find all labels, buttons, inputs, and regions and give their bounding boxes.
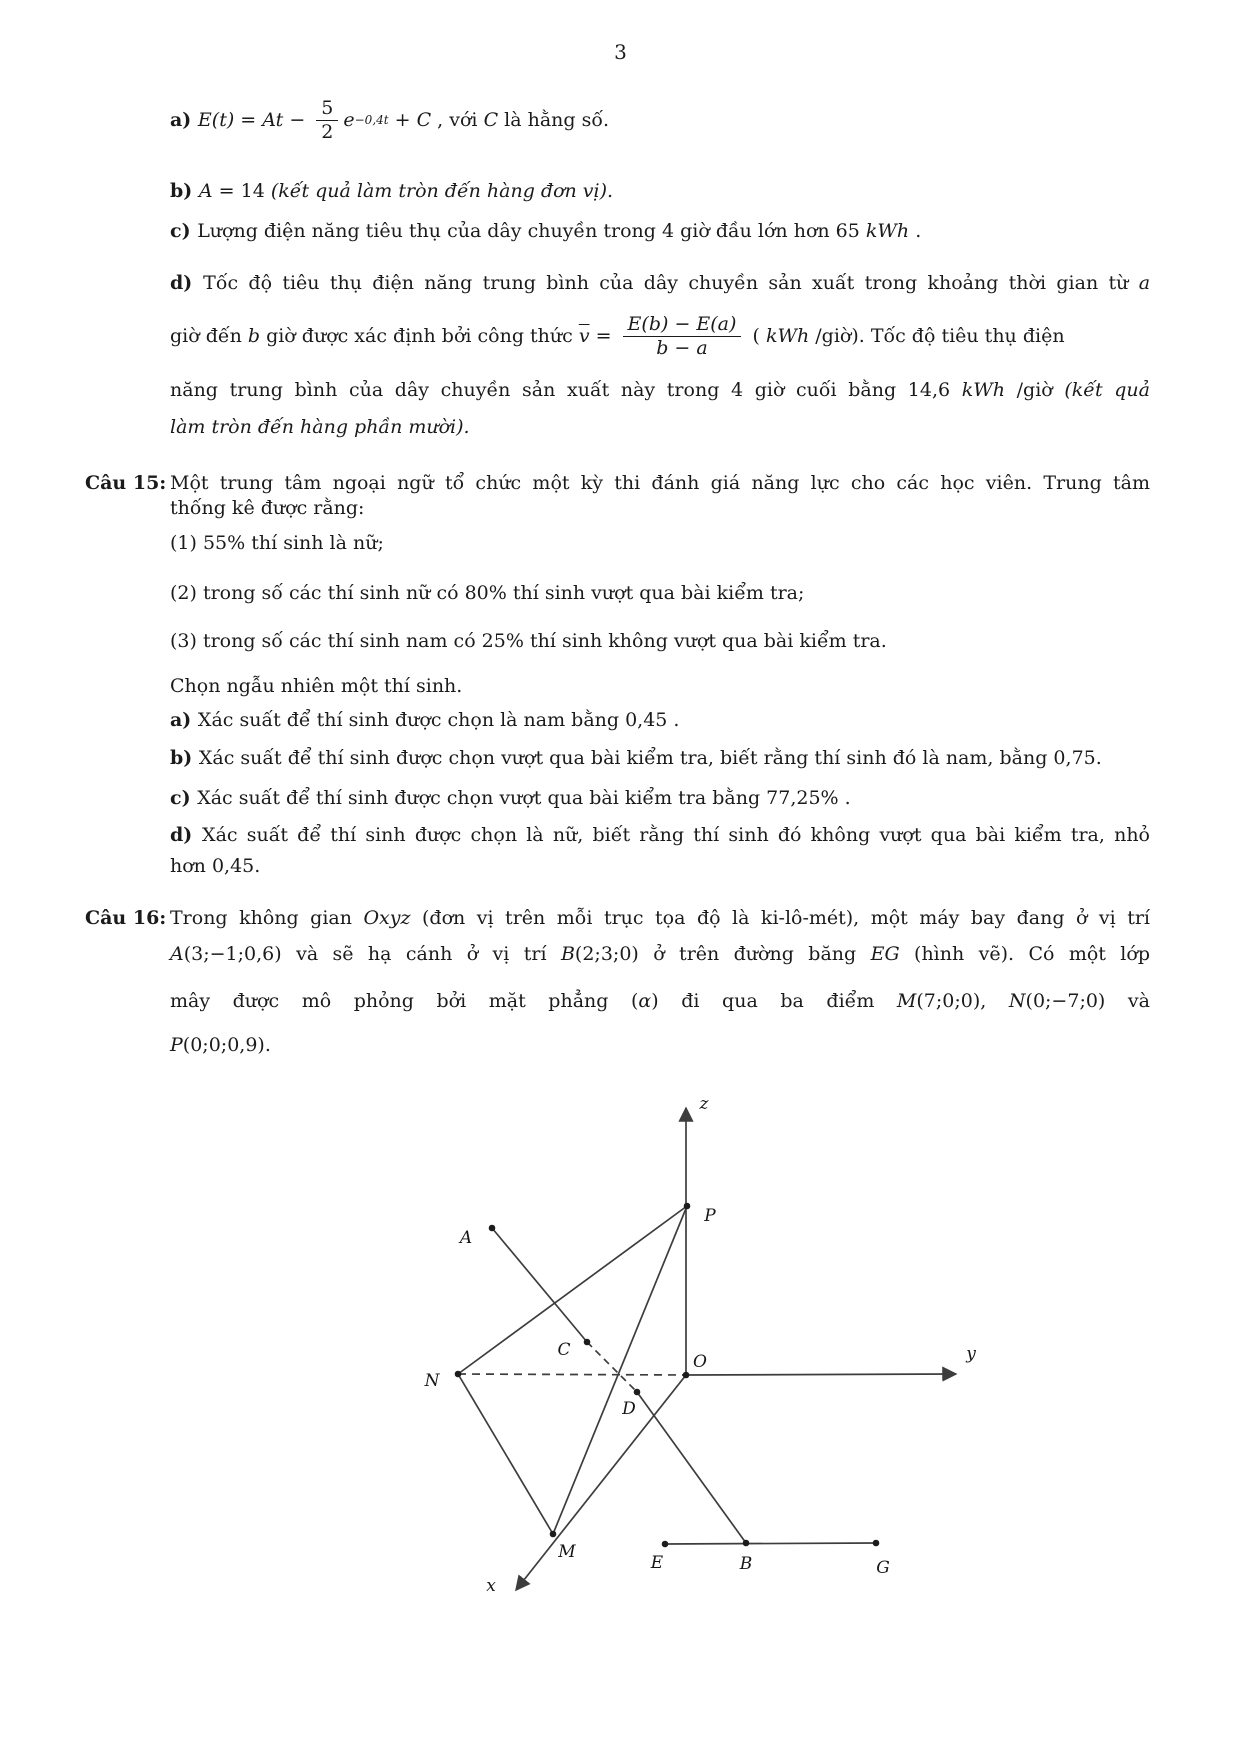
point-B-label: B [739,1554,753,1574]
point-C-dot [584,1339,591,1346]
q14-a-e: e [343,109,355,131]
q15-intro2: thống kê được rằng: [170,497,365,519]
q14-c-text1: Lượng điện năng tiêu thụ của dây chuyền trong 4 giờ đầu lớn hơn 65 [197,220,866,242]
q14-d-note-end: làm tròn đến hàng phần mười). [170,416,470,438]
point-E-dot [662,1541,669,1548]
q15-item3: (3) trong số các thí sinh nam có 25% thí sinh không vượt qua bài kiểm tra. [170,630,887,652]
point-M-dot [550,1531,557,1538]
q16-text9: và [1105,990,1150,1012]
point-C-label: C [557,1340,571,1360]
q14-d-label: d) [170,272,204,294]
point-A-dot [489,1225,496,1232]
figure-3d-diagram [400,1080,1000,1610]
q14-d-unit2: kWh [961,379,1005,401]
q14-a-exponent: −0,4t [354,113,389,127]
q15-stat-3 [170,628,1150,654]
q16-label: Câu 16: [85,907,167,929]
q15-item-d-line2 [170,853,1150,879]
point-O-dot [683,1372,690,1379]
q14-a-label: a) [170,109,198,131]
point-D-label: D [622,1399,636,1419]
q14-item-d-line3 [170,377,1150,403]
q15-d-text2: hơn 0,45. [170,855,261,877]
q14-a-math2: + C [388,109,432,131]
q14-d-text5: /giờ). Tốc độ tiêu thụ điện [809,325,1065,347]
q15-intro-line1 [85,470,1150,496]
q14-d-equals: = [589,325,618,347]
q14-b-var-A: A [198,180,213,202]
q14-d-note-start: (kết quả [1064,379,1150,401]
q14-d-unit1: kWh [765,325,810,347]
q16-var-EG: EG [870,943,900,965]
y-axis-line [686,1374,956,1375]
q15-item-d-line1 [170,822,1150,848]
point-O-label: O [693,1352,707,1372]
q15-item-a-line [170,707,1150,733]
q14-d-var-a: a [1138,272,1151,294]
q15-a-label: a) [170,709,198,731]
line-A-C-flightpath [492,1228,587,1342]
q14-a-text1: , với [431,109,484,131]
q16-text6: mây được mô phỏng bởi mặt phẳng ( [170,990,639,1012]
q16-line3 [170,988,1150,1014]
q15-chon-line [170,673,1150,699]
q15-d-label: d) [170,824,203,846]
point-D-dot [634,1389,641,1396]
line-C-D-dashed [587,1342,637,1392]
q14-item-b-line [170,178,1150,204]
point-B-dot [743,1540,750,1547]
line-N-M [458,1374,553,1534]
q14-item-d-line4 [170,414,1150,440]
q14-b-note: (kết quả làm tròn đến hàng đơn vị). [270,180,614,202]
q15-intro-line2 [170,495,1150,521]
y-axis-label: y [966,1344,976,1364]
point-G-label: G [876,1558,890,1578]
q14-item-c-line [170,218,1150,244]
point-A-label: A [459,1228,473,1248]
q15-b-label: b) [170,747,199,769]
figure-labels [424,1094,977,1596]
fraction-denominator: 2 [321,120,334,143]
q15-item1: (1) 55% thí sinh là nữ; [170,532,384,554]
page-number: 3 [614,40,627,64]
point-N-label: N [424,1371,440,1391]
q15-b-text: Xác suất để thí sinh được chọn vượt qua bài kiểm tra, biết rằng thí sinh đó là nam, bằng 0,75. [198,747,1102,769]
q16-text5: (hình vẽ). Có một lớp [899,943,1150,965]
q14-d-text6: năng trung bình của dây chuyền sản xuất này trong 4 giờ cuối bằng 14,6 [170,379,962,401]
q16-line4 [170,1032,1150,1058]
fraction-velocity [623,314,742,359]
q14-d-vbar: $\overline{v}$ [578,325,590,347]
q16-var-alpha: α [638,990,652,1012]
q14-d-text2: giờ đến [170,325,248,347]
q16-coords-N: (0;−7;0) [1025,990,1106,1012]
point-G-dot [873,1540,880,1547]
fraction-5-2 [316,98,338,143]
q14-d-text1: Tốc độ tiêu thụ điện năng trung bình của dây chuyền sản xuất trong khoảng thời gian từ [203,272,1139,294]
q15-stat-2 [170,580,1150,606]
q16-text3: và sẽ hạ cánh ở vị trí [281,943,561,965]
fraction-numerator: 5 [316,98,338,121]
q16-var-P: P [170,1034,183,1056]
q16-text4: ở trên đường băng [638,943,871,965]
q14-c-text2: . [909,220,922,242]
q14-a-math1: E(t) = At − [197,109,312,131]
q14-d-var-b: b [247,325,261,347]
q15-label: Câu 15: [85,472,167,494]
q16-line2 [170,941,1150,967]
point-P-dot [684,1203,691,1210]
q14-item-d-line2 [170,306,1150,366]
q16-var-Oxyz: Oxyz [363,907,411,929]
q15-item2: (2) trong số các thí sinh nữ có 80% thí sinh vượt qua bài kiểm tra; [170,582,805,604]
point-E-label: E [650,1553,664,1573]
q14-d-text7: /giờ [1005,379,1065,401]
q16-coords-A: (3;−1;0,6) [183,943,282,965]
z-axis-label: z [699,1094,709,1114]
q16-line1 [85,905,1150,931]
q14-d-text4: ( [746,325,766,347]
line-N-O-dashed [458,1374,686,1375]
q15-c-text: Xác suất để thí sinh được chọn vượt qua bài kiểm tra bằng 77,25% . [197,787,851,809]
q14-b-value: = 14 [212,180,271,202]
q14-item-a-line [170,92,1150,148]
line-D-B-flightpath [637,1392,746,1543]
q14-a-var-C: C [483,109,499,131]
q14-b-label: b) [170,180,199,202]
q15-intro1: Một trung tâm ngoại ngữ tổ chức một kỳ thi đánh giá năng lực cho các học viên. Trung tâm [170,472,1150,494]
q16-var-B: B [560,943,575,965]
runway-E-G-line [665,1543,876,1544]
q16-var-N: N [1008,990,1026,1012]
point-M-label: M [558,1542,576,1562]
q16-text8: , [980,990,1009,1012]
q15-c-label: c) [170,787,198,809]
q15-stat-1 [170,530,1150,556]
q15-item-c-line [170,785,1150,811]
q16-coords-M: (7;0;0) [916,990,981,1012]
q15-item-b-line [170,745,1150,771]
q14-c-label: c) [170,220,198,242]
q16-coords-B: (2;3;0) [574,943,639,965]
q16-var-M: M [896,990,917,1012]
point-N-dot [455,1371,462,1378]
q16-text7: ) đi qua ba điểm [651,990,897,1012]
q16-coords-P: (0;0;0,9). [182,1034,271,1056]
q16-text2: (đơn vị trên mỗi trục tọa độ là ki-lô-mét), một máy bay đang ở vị trí [410,907,1150,929]
q16-var-A: A [170,943,184,965]
q14-d-text3: giờ được xác định bởi công thức [260,325,579,347]
point-P-label: P [704,1206,716,1226]
q14-c-unit: kWh [865,220,910,242]
q15-d-text1: Xác suất để thí sinh được chọn là nữ, biết rằng thí sinh đó không vượt qua bài kiểm tra, nhỏ [202,824,1150,846]
q14-a-text2: là hằng số. [498,109,610,131]
q15-a-text: Xác suất để thí sinh được chọn là nam bằng 0,45 . [197,709,680,731]
q14-item-d-line1 [170,270,1150,296]
x-axis-label: x [486,1576,496,1596]
fraction-numerator: E(b) − E(a) [623,314,742,337]
q15-chon: Chọn ngẫu nhiên một thí sinh. [170,675,463,697]
q16-text1: Trong không gian [170,907,364,929]
fraction-denominator: b − a [656,336,708,359]
